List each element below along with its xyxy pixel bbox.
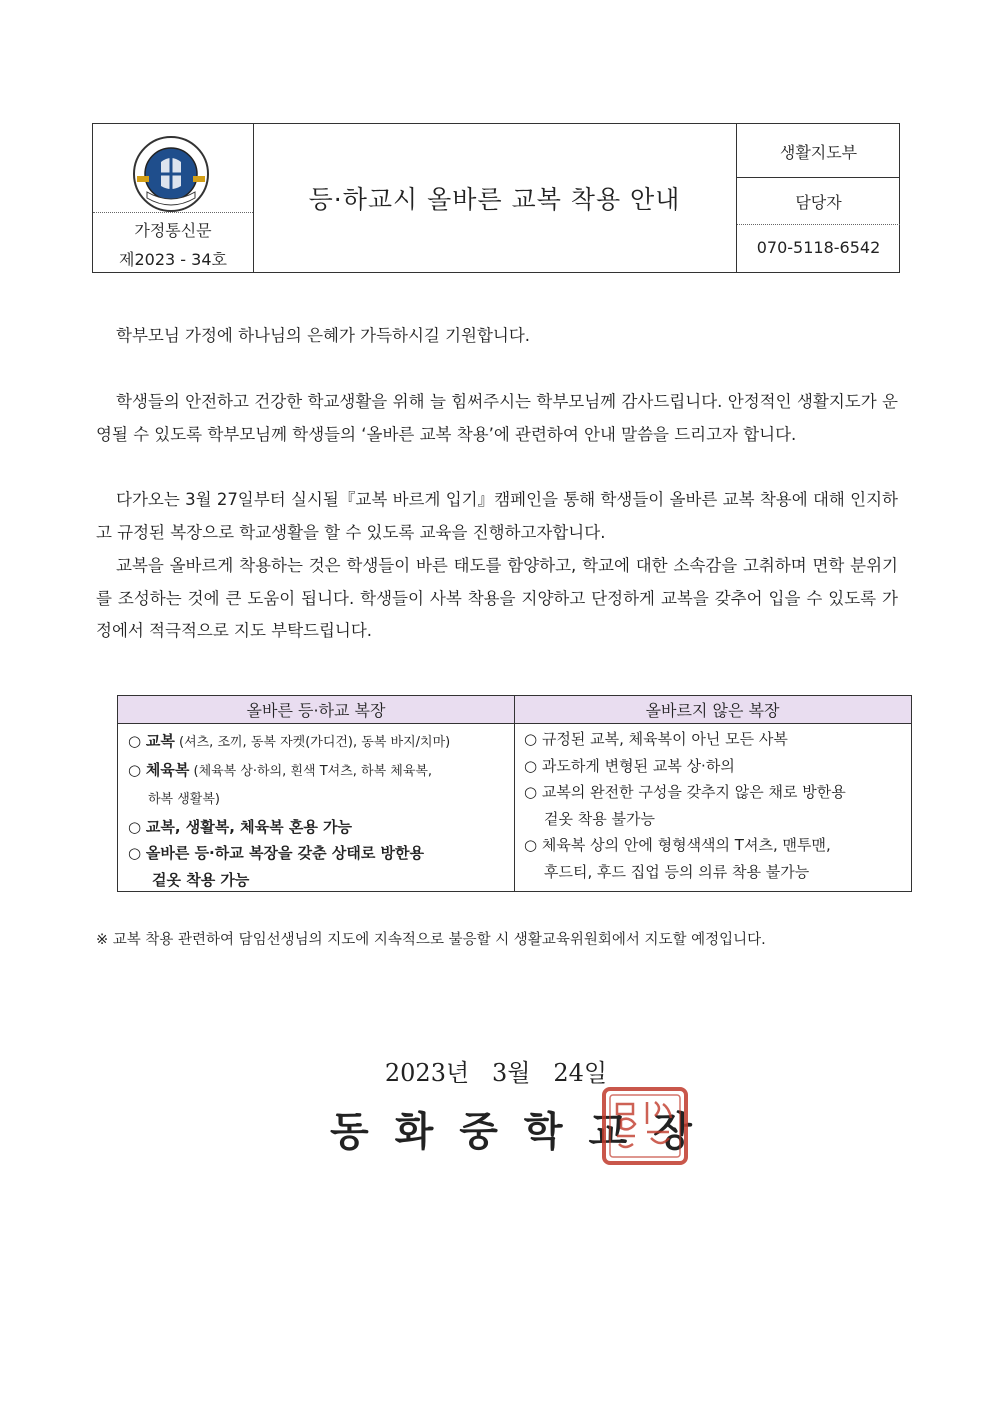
doc-type: 가정통신문 bbox=[134, 221, 212, 240]
doc-number: 제2023 - 34호 bbox=[119, 250, 227, 269]
list-item: 겉옷 착용 가능 bbox=[152, 870, 250, 889]
page-title: 등·하교시 올바른 교복 착용 안내 bbox=[308, 185, 681, 214]
header-table bbox=[92, 123, 900, 273]
incorrect-dress-header: 올바르지 않은 복장 bbox=[514, 696, 911, 724]
dress-code-table bbox=[117, 695, 912, 892]
footnote: ※ 교복 착용 관련하여 담임선생님의 지도에 지속적으로 불응할 시 생활교육위원회에서 지도할 예정입니다. bbox=[96, 932, 766, 948]
correct-dress-header: 올바른 등·하교 복장 bbox=[118, 696, 514, 724]
list-item: 겉옷 착용 불가능 bbox=[544, 809, 655, 828]
list-item: ○ 과도하게 변형된 교복 상·하의 bbox=[524, 756, 735, 775]
list-item: ○ 교복의 완전한 구성을 갖추지 않은 채로 방한용 bbox=[524, 783, 846, 801]
paragraph-2: 다가오는 3월 27일부터 실시될『교복 바르게 입기』캠페인을 통해 학생들이 올바른 교복 착용에 대해 인지하고 규정된 복장으로 학교생활을 할 수 있도록 교육을 진행하고자합니다. bbox=[96, 490, 898, 542]
phone-number: 070-5118-6542 bbox=[756, 238, 881, 257]
list-item: ○ 교복 (셔츠, 조끼, 동복 자켓(가디건), 동복 바지/치마) bbox=[128, 732, 451, 750]
department: 생활지도부 bbox=[779, 143, 858, 162]
list-item: ○ 체육복 (체육복 상·하의, 흰색 T셔츠, 하복 체육복, bbox=[128, 760, 433, 779]
issue-date: 2023년 3월 24일 bbox=[384, 1059, 608, 1087]
contact-label: 담당자 bbox=[795, 193, 842, 212]
principal-signature: 동화중학교장 bbox=[330, 1108, 718, 1155]
paragraph-1: 학생들의 안전하고 건강한 학교생활을 위해 늘 힘써주시는 학부모님께 감사드립니다. 안정적인 생활지도가 운영될 수 있도록 학부모님께 학생들의 ‘올바른 교복 착용’에 관련하여 안내 말씀을 드리고자 합니다. bbox=[96, 392, 898, 444]
official-seal-stamp bbox=[601, 1086, 689, 1166]
school-logo bbox=[131, 134, 211, 214]
list-item: 후드티, 후드 집업 등의 의류 착용 불가능 bbox=[544, 862, 810, 881]
list-item: ○ 교복, 생활복, 체육복 혼용 가능 bbox=[128, 817, 353, 836]
list-item: ○ 체육복 상의 안에 형형색색의 T셔츠, 맨투맨, bbox=[524, 836, 831, 854]
header-left-cell bbox=[93, 124, 254, 272]
greeting: 학부모님 가정에 하나님의 은혜가 가득하시길 기원합니다. bbox=[116, 326, 531, 345]
list-item: ○ 올바른 등·하교 복장을 갖춘 상태로 방한용 bbox=[128, 844, 425, 862]
list-item: ○ 규정된 교복, 체육복이 아닌 모든 사복 bbox=[524, 730, 788, 748]
incorrect-dress-list bbox=[524, 726, 846, 885]
paragraph-3: 교복을 올바르게 착용하는 것은 학생들이 바른 태도를 함양하고, 학교에 대한 소속감을 고취하며 면학 분위기를 조성하는 것에 큰 도움이 됩니다. 학생들이 사복 착용을 지양하고 단정하게 교복을 갖추어 입을 수 있도록 가정에서 적극적으로 지도 부탁드립니다. bbox=[96, 556, 898, 640]
header-right-cell bbox=[736, 124, 900, 272]
list-item: 하복 생활복) bbox=[148, 792, 220, 807]
correct-dress-list bbox=[128, 728, 450, 893]
